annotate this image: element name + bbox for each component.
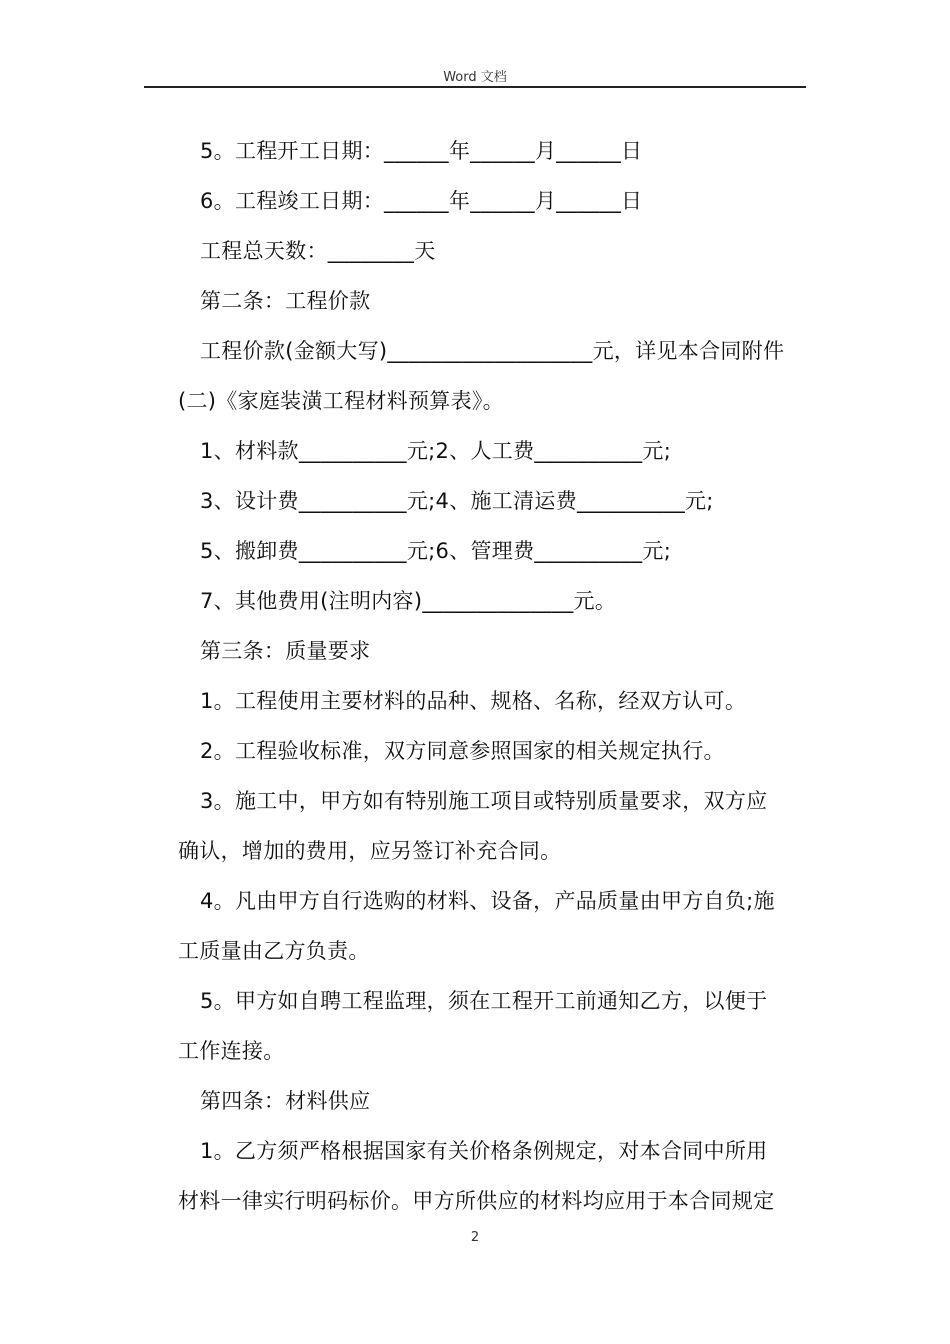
paragraph: 5。工程开工日期：______年______月______日	[200, 139, 643, 163]
page-number: 2	[470, 1230, 480, 1245]
paragraph: (二)《家庭装潢工程材料预算表》。	[178, 389, 504, 413]
paragraph: 工程价款(金额大写)___________________元，详见本合同附件	[200, 339, 785, 363]
paragraph: 1、材料款__________元;2、人工费__________元;	[200, 439, 672, 463]
paragraph: 1。乙方须严格根据国家有关价格条例规定，对本合同中所用	[200, 1139, 768, 1163]
paragraph: 7、其他费用(注明内容)______________元。	[200, 589, 617, 613]
paragraph: 工作连接。	[178, 1039, 285, 1063]
section-heading: 第二条：工程价款	[200, 289, 371, 313]
header-divider	[144, 86, 806, 88]
header-title: Word 文档	[443, 70, 507, 85]
document-body	[178, 126, 810, 1226]
paragraph: 6。工程竣工日期：______年______月______日	[200, 189, 643, 213]
paragraph: 工程总天数：________天	[200, 239, 436, 263]
paragraph: 确认，增加的费用，应另签订补充合同。	[178, 839, 562, 863]
section-heading: 第三条：质量要求	[200, 639, 371, 663]
paragraph: 4。凡由甲方自行选购的材料、设备，产品质量由甲方自负;施	[200, 889, 775, 913]
paragraph: 5、搬卸费__________元;6、管理费__________元;	[200, 539, 672, 563]
paragraph: 1。工程使用主要材料的品种、规格、名称，经双方认可。	[200, 689, 747, 713]
paragraph: 材料一律实行明码标价。甲方所供应的材料均应用于本合同规定	[178, 1189, 775, 1213]
paragraph: 工质量由乙方负责。	[178, 939, 370, 963]
paragraph: 3。施工中，甲方如有特别施工项目或特别质量要求，双方应	[200, 789, 768, 813]
paragraph: 3、设计费__________元;4、施工清运费__________元;	[200, 489, 714, 513]
paragraph: 5。甲方如自聘工程监理，须在工程开工前通知乙方，以便于	[200, 989, 768, 1013]
section-heading: 第四条：材料供应	[200, 1089, 371, 1113]
paragraph: 2。工程验收标准，双方同意参照国家的相关规定执行。	[200, 739, 725, 763]
